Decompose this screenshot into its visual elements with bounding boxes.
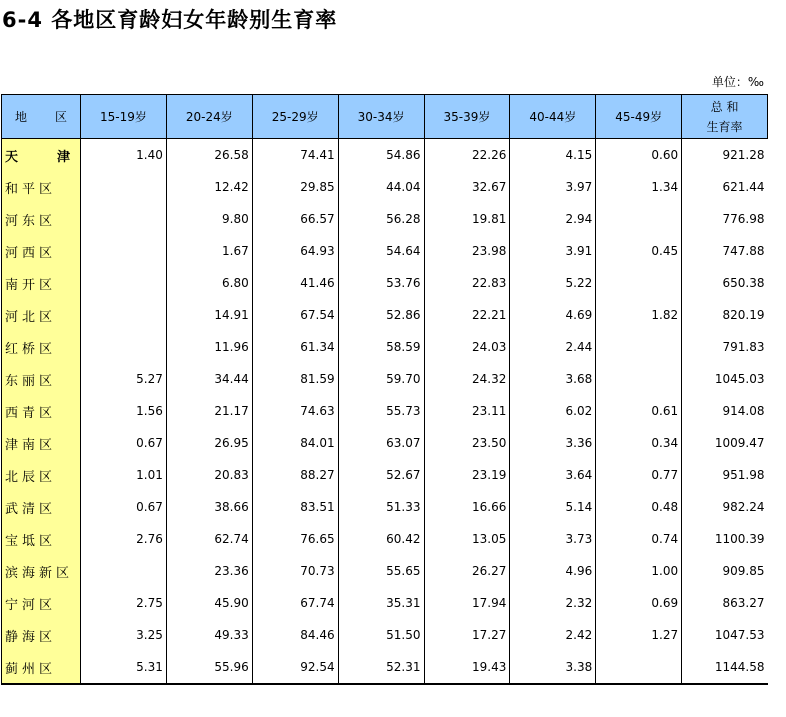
region-name-char-2: 津 — [57, 149, 71, 165]
table-row — [2, 555, 768, 587]
cell-total: 982.24 — [682, 491, 768, 523]
cell-40-44: 2.42 — [510, 619, 596, 651]
cell-35-39: 24.03 — [424, 331, 510, 363]
region-name: 津南区 — [2, 427, 81, 459]
cell-45-49: 0.74 — [596, 523, 682, 555]
cell-total: 820.19 — [682, 299, 768, 331]
cell-15-19: 1.01 — [81, 459, 167, 491]
cell-45-49: 1.27 — [596, 619, 682, 651]
cell-30-34: 52.31 — [338, 651, 424, 684]
cell-15-19: 5.31 — [81, 651, 167, 684]
cell-total: 621.44 — [682, 171, 768, 203]
cell-40-44: 4.15 — [510, 139, 596, 172]
cell-30-34: 52.67 — [338, 459, 424, 491]
cell-15-19: 0.67 — [81, 491, 167, 523]
cell-25-29: 76.65 — [252, 523, 338, 555]
cell-25-29: 88.27 — [252, 459, 338, 491]
table-row — [2, 395, 768, 427]
region-name: 南开区 — [2, 267, 81, 299]
cell-45-49: 0.77 — [596, 459, 682, 491]
cell-25-29: 67.74 — [252, 587, 338, 619]
cell-15-19: 2.75 — [81, 587, 167, 619]
cell-20-24: 12.42 — [166, 171, 252, 203]
table-row — [2, 523, 768, 555]
cell-25-29: 64.93 — [252, 235, 338, 267]
cell-30-34: 54.64 — [338, 235, 424, 267]
region-name — [2, 139, 81, 172]
cell-40-44: 3.73 — [510, 523, 596, 555]
cell-20-24: 1.67 — [166, 235, 252, 267]
table-row — [2, 299, 768, 331]
cell-25-29: 66.57 — [252, 203, 338, 235]
cell-total: 747.88 — [682, 235, 768, 267]
cell-15-19: 1.56 — [81, 395, 167, 427]
cell-total: 1144.58 — [682, 651, 768, 684]
region-name: 武清区 — [2, 491, 81, 523]
cell-40-44: 2.32 — [510, 587, 596, 619]
table-row — [2, 619, 768, 651]
cell-30-34: 63.07 — [338, 427, 424, 459]
cell-30-34: 44.04 — [338, 171, 424, 203]
cell-20-24: 6.80 — [166, 267, 252, 299]
cell-45-49 — [596, 363, 682, 395]
cell-35-39: 17.94 — [424, 587, 510, 619]
cell-25-29: 41.46 — [252, 267, 338, 299]
cell-45-49: 1.00 — [596, 555, 682, 587]
col-header-15-19: 15-19岁 — [81, 95, 167, 139]
cell-20-24: 38.66 — [166, 491, 252, 523]
col-header-total-line2: 生育率 — [706, 119, 743, 134]
cell-20-24: 49.33 — [166, 619, 252, 651]
cell-total: 1045.03 — [682, 363, 768, 395]
table-row — [2, 587, 768, 619]
col-header-45-49: 45-49岁 — [596, 95, 682, 139]
cell-40-44: 6.02 — [510, 395, 596, 427]
region-name: 滨海新区 — [2, 555, 81, 587]
cell-total: 921.28 — [682, 139, 768, 172]
cell-15-19 — [81, 331, 167, 363]
cell-15-19: 2.76 — [81, 523, 167, 555]
cell-25-29: 84.01 — [252, 427, 338, 459]
cell-35-39: 23.50 — [424, 427, 510, 459]
cell-total: 863.27 — [682, 587, 768, 619]
cell-total: 909.85 — [682, 555, 768, 587]
cell-40-44: 3.36 — [510, 427, 596, 459]
table-row — [2, 139, 768, 172]
cell-25-29: 92.54 — [252, 651, 338, 684]
region-name: 西青区 — [2, 395, 81, 427]
region-name: 红桥区 — [2, 331, 81, 363]
cell-40-44: 5.14 — [510, 491, 596, 523]
table-row — [2, 459, 768, 491]
cell-total: 776.98 — [682, 203, 768, 235]
cell-45-49 — [596, 267, 682, 299]
cell-20-24: 14.91 — [166, 299, 252, 331]
cell-25-29: 29.85 — [252, 171, 338, 203]
cell-45-49: 0.60 — [596, 139, 682, 172]
region-name-char-1: 天 — [5, 149, 19, 165]
cell-25-29: 67.54 — [252, 299, 338, 331]
cell-35-39: 22.21 — [424, 299, 510, 331]
table-row — [2, 235, 768, 267]
fertility-table — [1, 94, 768, 685]
cell-20-24: 26.95 — [166, 427, 252, 459]
cell-45-49: 0.45 — [596, 235, 682, 267]
cell-35-39: 24.32 — [424, 363, 510, 395]
unit-label: 单位：‰ — [711, 75, 764, 89]
cell-40-44: 4.69 — [510, 299, 596, 331]
cell-20-24: 26.58 — [166, 139, 252, 172]
table-row — [2, 331, 768, 363]
col-header-25-29: 25-29岁 — [252, 95, 338, 139]
cell-40-44: 3.38 — [510, 651, 596, 684]
cell-35-39: 19.43 — [424, 651, 510, 684]
cell-45-49 — [596, 651, 682, 684]
cell-15-19 — [81, 235, 167, 267]
cell-35-39: 16.66 — [424, 491, 510, 523]
cell-40-44: 3.64 — [510, 459, 596, 491]
cell-45-49 — [596, 203, 682, 235]
cell-15-19 — [81, 555, 167, 587]
table-row — [2, 267, 768, 299]
region-name: 静海区 — [2, 619, 81, 651]
table-row — [2, 651, 768, 684]
region-name: 北辰区 — [2, 459, 81, 491]
table-header-row — [2, 95, 768, 139]
cell-35-39: 19.81 — [424, 203, 510, 235]
cell-25-29: 61.34 — [252, 331, 338, 363]
cell-40-44: 3.97 — [510, 171, 596, 203]
col-header-40-44: 40-44岁 — [510, 95, 596, 139]
col-header-region-a: 地 — [15, 110, 28, 124]
cell-30-34: 51.33 — [338, 491, 424, 523]
region-name: 东丽区 — [2, 363, 81, 395]
table-row — [2, 427, 768, 459]
cell-35-39: 23.19 — [424, 459, 510, 491]
cell-40-44: 4.96 — [510, 555, 596, 587]
cell-20-24: 45.90 — [166, 587, 252, 619]
cell-45-49: 0.69 — [596, 587, 682, 619]
table-row — [2, 203, 768, 235]
cell-25-29: 81.59 — [252, 363, 338, 395]
cell-30-34: 55.65 — [338, 555, 424, 587]
cell-15-19: 3.25 — [81, 619, 167, 651]
cell-30-34: 60.42 — [338, 523, 424, 555]
cell-20-24: 11.96 — [166, 331, 252, 363]
cell-45-49: 1.34 — [596, 171, 682, 203]
region-name: 和平区 — [2, 171, 81, 203]
cell-20-24: 34.44 — [166, 363, 252, 395]
region-name: 河东区 — [2, 203, 81, 235]
col-header-total-line1: 总 和 — [710, 99, 739, 114]
cell-45-49: 0.34 — [596, 427, 682, 459]
cell-20-24: 62.74 — [166, 523, 252, 555]
cell-20-24: 55.96 — [166, 651, 252, 684]
page-title: 6-4 各地区育龄妇女年龄别生育率 — [2, 8, 338, 32]
cell-20-24: 20.83 — [166, 459, 252, 491]
cell-20-24: 21.17 — [166, 395, 252, 427]
cell-30-34: 54.86 — [338, 139, 424, 172]
cell-15-19 — [81, 299, 167, 331]
cell-total: 914.08 — [682, 395, 768, 427]
cell-total: 791.83 — [682, 331, 768, 363]
cell-40-44: 2.44 — [510, 331, 596, 363]
region-name: 宝坻区 — [2, 523, 81, 555]
cell-20-24: 23.36 — [166, 555, 252, 587]
col-header-35-39: 35-39岁 — [424, 95, 510, 139]
cell-25-29: 70.73 — [252, 555, 338, 587]
cell-40-44: 3.68 — [510, 363, 596, 395]
cell-30-34: 52.86 — [338, 299, 424, 331]
cell-30-34: 55.73 — [338, 395, 424, 427]
cell-30-34: 56.28 — [338, 203, 424, 235]
cell-45-49: 0.48 — [596, 491, 682, 523]
cell-total: 1009.47 — [682, 427, 768, 459]
cell-total: 951.98 — [682, 459, 768, 491]
cell-40-44: 3.91 — [510, 235, 596, 267]
cell-30-34: 51.50 — [338, 619, 424, 651]
table-row — [2, 363, 768, 395]
cell-15-19 — [81, 171, 167, 203]
cell-25-29: 74.63 — [252, 395, 338, 427]
cell-total: 1047.53 — [682, 619, 768, 651]
cell-15-19 — [81, 267, 167, 299]
cell-20-24: 9.80 — [166, 203, 252, 235]
cell-45-49: 1.82 — [596, 299, 682, 331]
cell-30-34: 59.70 — [338, 363, 424, 395]
cell-25-29: 74.41 — [252, 139, 338, 172]
cell-25-29: 84.46 — [252, 619, 338, 651]
cell-35-39: 23.11 — [424, 395, 510, 427]
cell-30-34: 35.31 — [338, 587, 424, 619]
cell-25-29: 83.51 — [252, 491, 338, 523]
cell-total: 650.38 — [682, 267, 768, 299]
col-header-region — [2, 95, 81, 139]
col-header-total-fertility-rate — [682, 95, 768, 139]
region-name: 河西区 — [2, 235, 81, 267]
cell-30-34: 53.76 — [338, 267, 424, 299]
region-name: 蓟州区 — [2, 651, 81, 684]
cell-40-44: 5.22 — [510, 267, 596, 299]
col-header-20-24: 20-24岁 — [166, 95, 252, 139]
region-name: 河北区 — [2, 299, 81, 331]
cell-35-39: 23.98 — [424, 235, 510, 267]
cell-15-19 — [81, 203, 167, 235]
cell-35-39: 32.67 — [424, 171, 510, 203]
cell-45-49: 0.61 — [596, 395, 682, 427]
col-header-30-34: 30-34岁 — [338, 95, 424, 139]
cell-15-19: 1.40 — [81, 139, 167, 172]
cell-total: 1100.39 — [682, 523, 768, 555]
col-header-region-b: 区 — [55, 110, 68, 124]
cell-40-44: 2.94 — [510, 203, 596, 235]
cell-35-39: 17.27 — [424, 619, 510, 651]
cell-30-34: 58.59 — [338, 331, 424, 363]
table-row — [2, 171, 768, 203]
cell-35-39: 22.26 — [424, 139, 510, 172]
cell-15-19: 5.27 — [81, 363, 167, 395]
region-name: 宁河区 — [2, 587, 81, 619]
cell-35-39: 13.05 — [424, 523, 510, 555]
cell-15-19: 0.67 — [81, 427, 167, 459]
cell-35-39: 26.27 — [424, 555, 510, 587]
cell-45-49 — [596, 331, 682, 363]
cell-35-39: 22.83 — [424, 267, 510, 299]
table-row — [2, 491, 768, 523]
